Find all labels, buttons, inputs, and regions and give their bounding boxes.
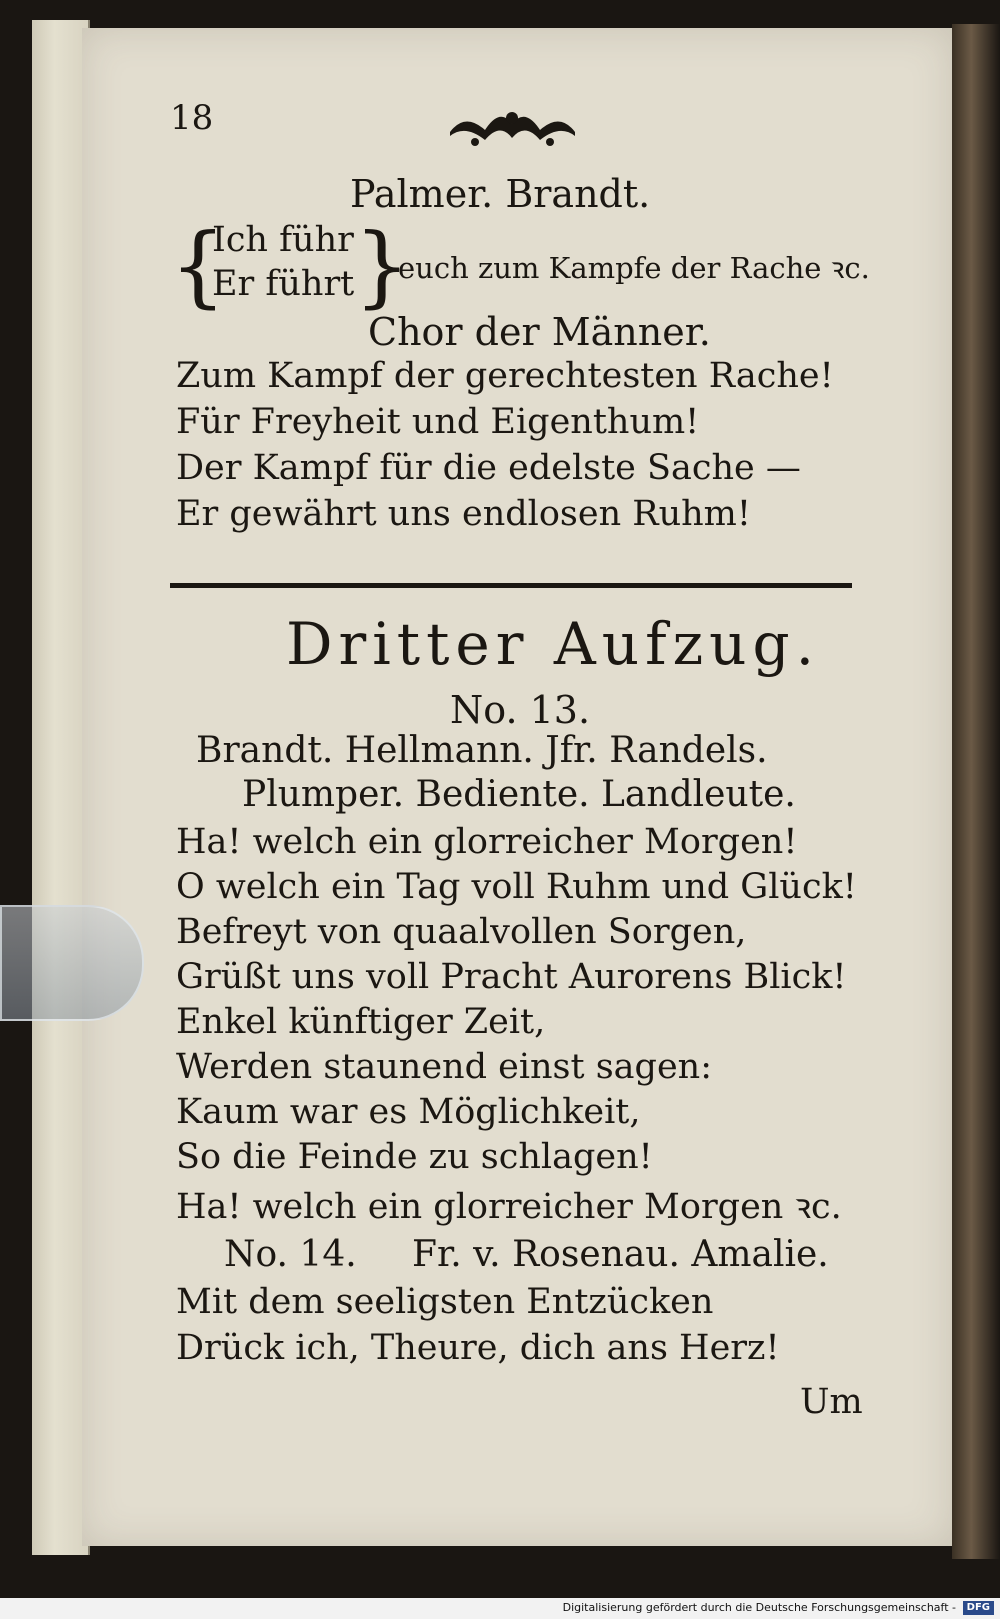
act-heading: Dritter Aufzug. [286,610,821,678]
verse-line: So die Feinde zu schlagen! [176,1137,653,1177]
verse-line: Er gewährt uns endlosen Ruhm! [176,494,751,534]
verse-line: Enkel künftiger Zeit, [176,1002,546,1042]
verse-line: O welch ein Tag voll Ruhm und Glück! [176,867,857,907]
ornament-icon [445,102,580,152]
cast-list: Brandt. Hellmann. Jfr. Randels. [196,730,768,771]
binding-shadow [952,24,1000,1559]
verse-line: Der Kampf für die edelste Sache — [176,448,801,488]
verse-line: Kaum war es Möglichkeit, [176,1092,641,1132]
page-clip [0,905,144,1021]
brace-line: Er führt [212,264,355,304]
verse-line: Grüßt uns voll Pracht Aurorens Blick! [176,957,847,997]
verse-line: Zum Kampf der gerechtesten Rache! [176,356,834,396]
verse-line: Mit dem seeligsten Entzücken [176,1282,714,1322]
speakers-heading: Palmer. Brandt. [350,172,651,216]
left-brace: { [170,214,226,317]
section-rule [170,583,852,588]
catchword: Um [800,1382,863,1422]
funding-credit: Digitalisierung gefördert durch die Deutsche Forschungsgemeinschaft - [562,1601,956,1614]
number-label: No. 13. [450,688,591,732]
verse-line: Ha! welch ein glorreicher Morgen ꝛc. [176,1187,842,1227]
brace-tail: euch zum Kampfe der Rache ꝛc. [398,251,870,285]
verse-line: Für Freyheit und Eigenthum! [176,402,700,442]
page-number: 18 [170,98,214,138]
number-label: No. 14. [224,1234,357,1275]
verse-line: Werden staunend einst sagen: [176,1047,712,1087]
verse-line: Ha! welch ein glorreicher Morgen! [176,822,798,862]
cast-list: Fr. v. Rosenau. Amalie. [412,1234,829,1275]
chorus-label: Chor der Männer. [368,310,711,354]
verse-line: Befreyt von quaalvollen Sorgen, [176,912,747,952]
verse-line: Drück ich, Theure, dich ans Herz! [176,1328,780,1368]
right-brace: } [354,214,410,317]
dfg-logo[interactable]: DFG [963,1601,994,1615]
brace-line: Ich führ [212,220,354,260]
cast-list: Plumper. Bediente. Landleute. [242,774,796,815]
